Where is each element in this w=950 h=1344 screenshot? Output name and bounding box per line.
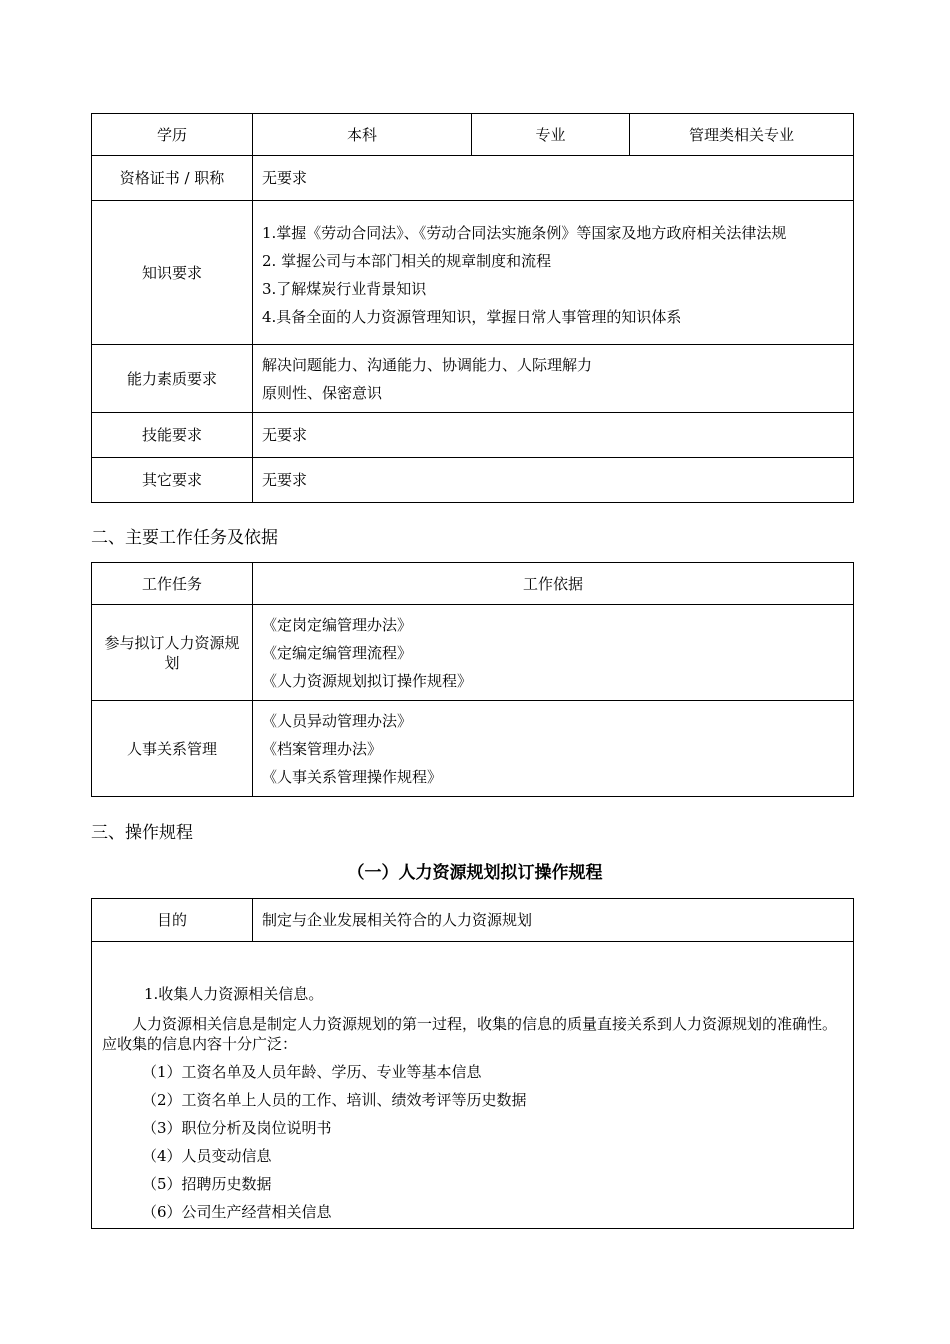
cert-label: 资格证书 / 职称 [92,156,253,201]
knowledge-label: 知识要求 [92,201,253,345]
info-item: （5）招聘历史数据 [142,1175,272,1193]
knowledge-content [253,201,854,345]
ability-content [253,345,854,413]
tasks-table [91,562,854,797]
cert-value: 无要求 [253,156,854,201]
procedure-table [91,898,854,1229]
basis-cell [253,605,854,701]
info-item: （3）职位分析及岗位说明书 [142,1119,332,1137]
knowledge-item: 1.掌握《劳动合同法》、《劳动合同法实施条例》等国家及地方政府相关法律法规 [262,223,787,242]
procedure-title: （一）人力资源规划拟订操作规程 [347,863,603,883]
basis-item: 《定岗定编管理办法》 [262,615,413,634]
basis-item: 《档案管理办法》 [262,739,383,758]
basis-item: 《人员异动管理办法》 [262,711,413,730]
step-title: 1.收集人力资源相关信息。 [144,985,324,1003]
requirements-table [91,113,854,503]
task-cell: 参与拟订人力资源规划 [92,605,253,701]
knowledge-item: 2. 掌握公司与本部门相关的规章制度和流程 [262,251,552,270]
procedure-content [92,942,854,1229]
basis-item: 《人事关系管理操作规程》 [262,767,443,786]
ability-label: 能力素质要求 [92,345,253,413]
info-item: （4）人员变动信息 [142,1147,272,1165]
knowledge-item: 4.具备全面的人力资源管理知识，掌握日常人事管理的知识体系 [262,307,682,326]
section-title: 三、操作规程 [91,823,193,843]
basis-item: 《人力资源规划拟订操作规程》 [262,671,473,690]
info-item: （2）工资名单上人员的工作、培训、绩效考评等历史数据 [142,1091,527,1109]
basis-cell [253,701,854,797]
task-cell: 人事关系管理 [92,701,253,797]
ability-item: 原则性、保密意识 [262,383,383,402]
step-description: 人力资源相关信息是制定人力资源规划的第一过程，收集的信息的质量直接关系到人力资源规划的准确性。应收集的信息内容十分广泛： [102,1015,838,1053]
basis-item: 《定编定编管理流程》 [262,643,413,662]
section-title: 二、主要工作任务及依据 [91,528,278,548]
knowledge-item: 3.了解煤炭行业背景知识 [262,279,427,298]
education-value: 本科 [253,114,472,156]
basis-header: 工作依据 [253,563,854,605]
purpose-label: 目的 [92,899,253,942]
task-header: 工作任务 [92,563,253,605]
major-label: 专业 [472,114,630,156]
education-label: 学历 [92,114,253,156]
info-item: （6）公司生产经营相关信息 [142,1203,332,1221]
major-value: 管理类相关专业 [630,114,854,156]
purpose-value: 制定与企业发展相关符合的人力资源规划 [253,899,854,942]
info-item: （1）工资名单及人员年龄、学历、专业等基本信息 [142,1063,482,1081]
skill-value: 无要求 [253,413,854,458]
skill-label: 技能要求 [92,413,253,458]
ability-item: 解决问题能力、沟通能力、协调能力、人际理解力 [262,355,593,374]
other-label: 其它要求 [92,458,253,503]
other-value: 无要求 [253,458,854,503]
